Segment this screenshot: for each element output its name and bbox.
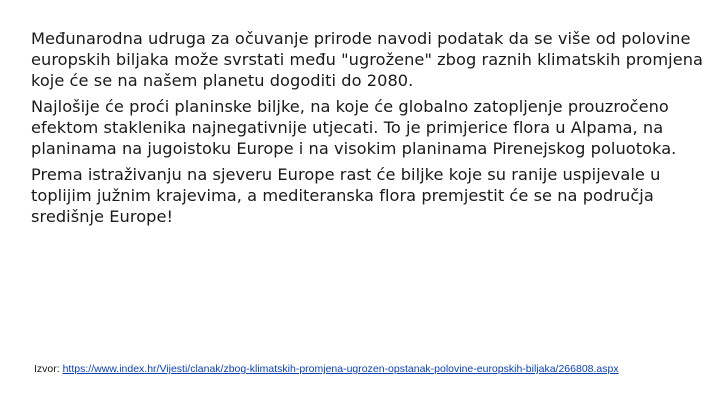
paragraph-2: Najlošije će proći planinske biljke, na koje će globalno zatopljenje prouzročeno efektom staklenika najnegativnije utjecati. To je primjerice flora u Alpama, na planinama na jugoistoku Europe i na visokim planinama Pirenejskog poluotoka. xyxy=(31,97,677,158)
source-label: Izvor: xyxy=(34,363,63,375)
paragraph-3: Prema istraživanju na sjeveru Europe rast će biljke koje su ranije uspijevale u toplijim južnim krajevima, a mediteranska flora premjestit će se na područja središnje Europe! xyxy=(31,165,661,226)
source-link[interactable]: https://www.index.hr/Vijesti/clanak/zbog-klimatskih-promjena-ugrozen-opstanak-polovine-europskih-biljaka/266808.aspx xyxy=(62,363,619,375)
source-citation xyxy=(34,363,714,376)
body-text xyxy=(31,28,703,232)
paragraph-1: Međunarodna udruga za očuvanje prirode navodi podatak da se više od polovine europskih biljaka može svrstati među "ugrožene" zbog raznih klimatskih promjena koje će se na našem planetu dogoditi do 2080. xyxy=(31,29,704,90)
